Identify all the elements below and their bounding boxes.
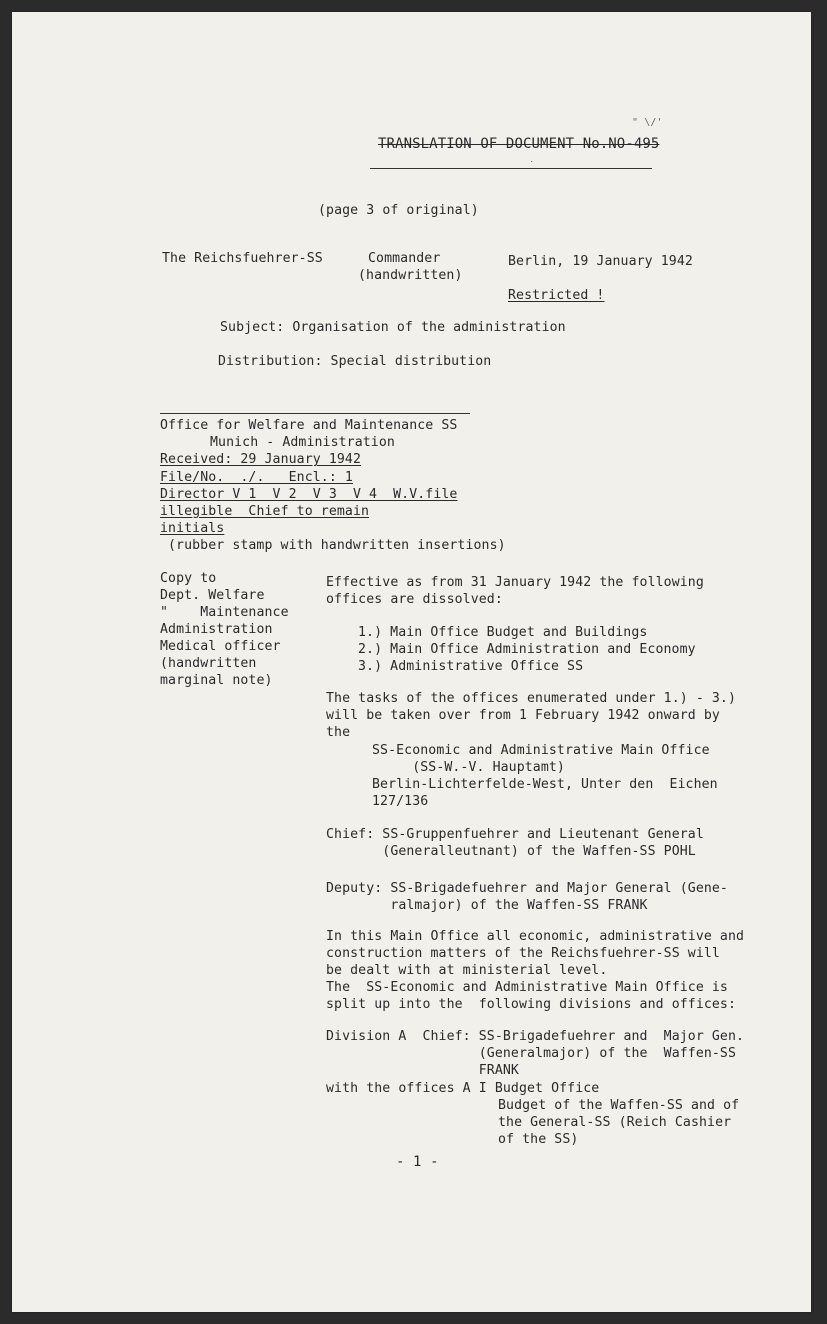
- list-item: 3.) Administrative Office SS: [358, 659, 584, 674]
- margin-note-line: Administration: [160, 622, 273, 637]
- body-line: the General-SS (Reich Cashier: [498, 1115, 732, 1130]
- sender: The Reichsfuehrer-SS: [162, 251, 323, 266]
- margin-note-line: marginal note): [160, 673, 273, 688]
- stamp-note: (rubber stamp with handwritten insertions): [168, 538, 506, 553]
- body-line: of the SS): [498, 1132, 579, 1147]
- body-line: 127/136: [372, 794, 429, 809]
- body-line: SS-Economic and Administrative Main Office: [372, 743, 710, 758]
- body-line: Chief: SS-Gruppenfuehrer and Lieutenant General: [326, 827, 704, 842]
- margin-note-line: Medical officer: [160, 639, 281, 654]
- body-line: FRANK: [326, 1063, 519, 1078]
- stamp-line: Munich - Administration: [210, 435, 395, 450]
- stamp-line: File/No. ./. Encl.: 1: [160, 470, 353, 485]
- commander-label: Commander: [368, 251, 441, 266]
- body-line: The tasks of the offices enumerated under 1.) - 3.): [326, 691, 737, 706]
- document-mark: " \/': [632, 117, 663, 128]
- list-item: 2.) Main Office Administration and Economy: [358, 642, 696, 657]
- classification: Restricted !: [508, 288, 605, 303]
- dissolved-offices-list: [358, 624, 696, 675]
- body-line: will be taken over from 1 February 1942 onward by: [326, 708, 720, 723]
- body-line: The SS-Economic and Administrative Main Office is: [326, 980, 728, 995]
- body-line: Deputy: SS-Brigadefuehrer and Major General (Gene-: [326, 881, 728, 896]
- body-line: Berlin-Lichterfelde-West, Unter den Eichen: [372, 777, 718, 792]
- title-tick-mark: ․: [530, 154, 534, 165]
- margin-note-line: " Maintenance: [160, 605, 289, 620]
- margin-note-line: (handwritten: [160, 656, 257, 671]
- new-office-block: [372, 742, 718, 810]
- body-line: Effective as from 31 January 1942 the following: [326, 575, 704, 590]
- body-line: split up into the following divisions and offices:: [326, 997, 737, 1012]
- body-line: Budget of the Waffen-SS and of: [498, 1098, 740, 1113]
- commander-note: (handwritten): [358, 268, 463, 283]
- offices-intro: with the offices A I Budget Office: [326, 1081, 600, 1096]
- page-reference: (page 3 of original): [318, 203, 479, 218]
- body-line: offices are dissolved:: [326, 592, 503, 607]
- distribution-line: Distribution: Special distribution: [218, 354, 492, 369]
- stamp-line: initials: [160, 521, 225, 536]
- stamp-line: illegible Chief to remain: [160, 504, 370, 519]
- body-line: ralmajor) of the Waffen-SS FRANK: [326, 898, 648, 913]
- body-line: construction matters of the Reichsfuehrer-SS will: [326, 946, 720, 961]
- document-page: [12, 12, 811, 1312]
- body-line: Division A Chief: SS-Brigadefuehrer and Major Gen.: [326, 1029, 745, 1044]
- chief-block: [326, 826, 704, 860]
- intro-paragraph: [326, 574, 704, 608]
- division-a-block: [326, 1028, 744, 1079]
- stamp-line: Office for Welfare and Maintenance SS: [160, 418, 458, 433]
- main-office-paragraph: [326, 928, 744, 1013]
- deputy-block: [326, 880, 728, 914]
- tasks-paragraph: [326, 690, 736, 741]
- subject-line: Subject: Organisation of the administration: [220, 320, 566, 335]
- body-line: be dealt with at ministerial level.: [326, 963, 608, 978]
- body-line: In this Main Office all economic, administrative and: [326, 929, 745, 944]
- title-rule: [370, 168, 652, 169]
- list-item: 1.) Main Office Budget and Buildings: [358, 625, 648, 640]
- body-line: the: [326, 725, 351, 740]
- stamp-top-rule: [160, 413, 470, 414]
- budget-office-block: [498, 1097, 739, 1148]
- stamp-line: Received: 29 January 1942: [160, 452, 361, 467]
- margin-note-line: Dept. Welfare: [160, 588, 265, 603]
- body-line: (SS-W.-V. Hauptamt): [372, 760, 565, 775]
- stamp-line: Director V 1 V 2 V 3 V 4 W.V.file: [160, 487, 458, 502]
- place-date: Berlin, 19 January 1942: [508, 254, 693, 269]
- document-title: TRANSLATION OF DOCUMENT No.NO-495: [378, 136, 660, 152]
- margin-note: [160, 570, 289, 689]
- margin-note-line: Copy to: [160, 571, 217, 586]
- page-number: - 1 -: [396, 1154, 439, 1170]
- body-line: (Generalmajor) of the Waffen-SS: [326, 1046, 737, 1061]
- body-line: (Generalleutnant) of the Waffen-SS POHL: [326, 844, 696, 859]
